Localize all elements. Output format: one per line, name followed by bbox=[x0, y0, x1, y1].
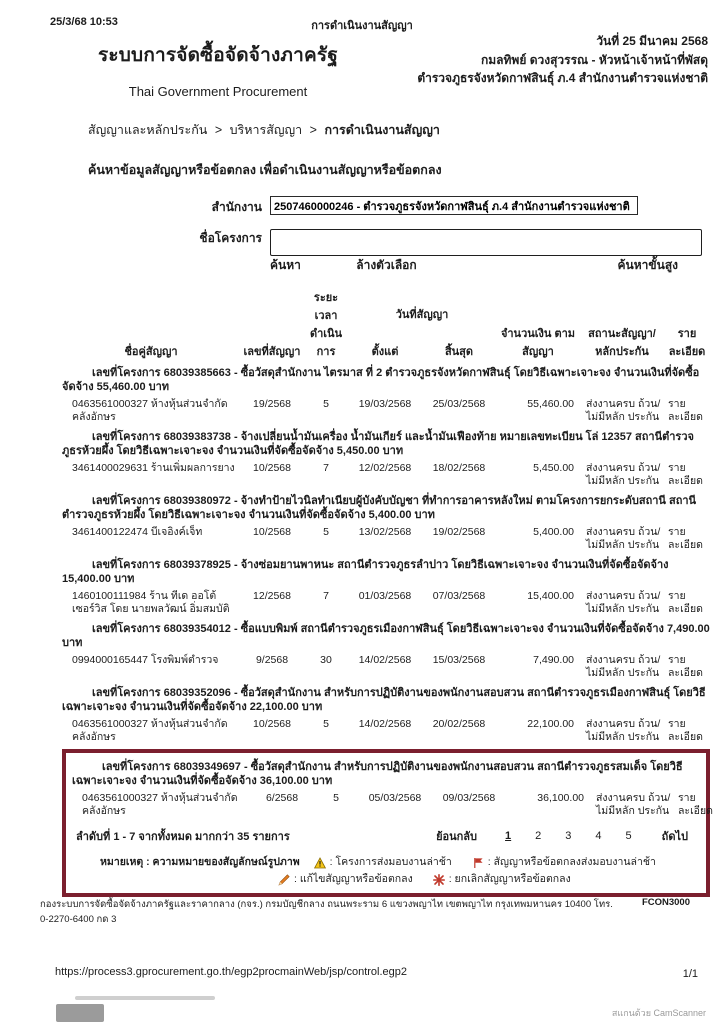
project-header: เลขที่โครงการ 68039352096 - ซื้อวัสดุสำนักงาน สำหรับการปฏิบัติงานของพนักงานสอบสวน สถานีตำรวจภูธรเมืองกาฬสินธุ์ โดยวิธีเฉพาะเจาะจง จำนวนเงินที่จัดซื้อจัดจ้าง 22,100.00 บาท bbox=[62, 687, 706, 713]
status-cell: ส่งงานครบ ถ้วน/ไม่มีหลัก ประกัน bbox=[586, 718, 661, 743]
project-header: เลขที่โครงการ 68039385663 - ซื้อวัสดุสำนักงาน ไตรมาส ที่ 2 ตำรวจภูธรจังหวัดกาฬสินธุ์ โดยวิธีเฉพาะเจาะจง จำนวนเงินที่จัดซื้อจัดจ้าง 55,460.00 บาท bbox=[62, 367, 700, 393]
pagination bbox=[72, 827, 698, 845]
project-header: เลขที่โครงการ 68039378925 - จ้างซ่อมยานพาหนะ สถานีตำรวจภูธรลำปาว โดยวิธีเฉพาะเจาะจง จำนวนเงินที่จัดซื้อจัดจ้าง 15,400.00 บาท bbox=[62, 559, 669, 585]
duration-cell: 5 bbox=[323, 526, 329, 538]
table-row bbox=[72, 791, 713, 819]
project-header: เลขที่โครงการ 68039383738 - จ้างเปลี่ยนน้ำมันเครื่อง น้ำมันเกียร์ และน้ำมันเฟืองท้าย หมายเลขทะเบียน โล่ 12357 สถานีตำรวจภูธรห้วยผึ้ง โดยวิธีเฉพาะเจาะจง จำนวนเงินที่จัดซื้อจัดจ้าง 5,450.00 บาท bbox=[62, 431, 694, 457]
table-row bbox=[62, 461, 710, 489]
contract-no-cell: 19/2568 bbox=[253, 398, 291, 410]
red-flag-icon bbox=[472, 857, 484, 869]
start-date-cell: 01/03/2568 bbox=[358, 590, 412, 602]
vendor-cell: 0463561000327 ห้างหุ้นส่วนจำกัด คลังอักษร bbox=[72, 398, 228, 423]
legend-label: : โครงการส่งมอบงานล่าช้า bbox=[329, 856, 452, 868]
page-link-3[interactable]: 3 bbox=[565, 830, 572, 842]
organization-name: ตำรวจภูธรจังหวัดกาฬสินธุ์ ภ.4 สำนักงานตำรวจแห่งชาติ bbox=[417, 71, 708, 86]
contract-no-cell: 10/2568 bbox=[253, 462, 291, 474]
status-cell: ส่งงานครบ ถ้วน/ไม่มีหลัก ประกัน bbox=[586, 654, 661, 679]
print-datetime: 25/3/68 10:53 bbox=[50, 16, 118, 28]
document-date: วันที่ 25 มีนาคม 2568 bbox=[596, 34, 708, 48]
breadcrumb-manage-contract[interactable]: บริหารสัญญา bbox=[229, 123, 303, 137]
search-button[interactable]: ค้นหา bbox=[270, 256, 301, 275]
legend-prefix: หมายเหตุ : ความหมายของสัญลักษณ์รูปภาพ bbox=[100, 856, 300, 868]
detail-link[interactable]: ราย ละเอียด bbox=[668, 590, 703, 615]
start-date-cell: 14/02/2568 bbox=[358, 654, 412, 666]
project-header: เลขที่โครงการ 68039349697 - ซื้อวัสดุสำนักงาน สำหรับการปฏิบัติงานของพนักงานสอบสวน สถานีตำรวจภูธรสมเด็จ โดยวิธีเฉพาะเจาะจง จำนวนเงินที่จัดซื้อจัดจ้าง 36,100.00 บาท bbox=[72, 761, 683, 787]
col-vendor: ชื่อคู่สัญญา bbox=[124, 346, 178, 358]
breadcrumb-contracts[interactable]: สัญญาและหลักประกัน bbox=[88, 123, 208, 137]
pagination-summary: ลำดับที่ 1 - 7 จากทั้งหมด มากกว่า 35 รายการ bbox=[76, 831, 290, 843]
duration-cell: 5 bbox=[323, 398, 329, 410]
results-table bbox=[62, 288, 713, 897]
table-row bbox=[62, 397, 710, 425]
duration-cell: 7 bbox=[323, 462, 329, 474]
start-date-cell: 13/02/2568 bbox=[358, 526, 412, 538]
start-date-cell: 19/03/2568 bbox=[358, 398, 412, 410]
footer-address: กองระบบการจัดซื้อจัดจ้างภาครัฐและราคากลาง (กจร.) กรมบัญชีกลาง ถนนพระราม 6 แขวงพญาไท เขตพญาไท กรุงเทพมหานคร 10400 โทร. 0-2270-6400 กด 3 bbox=[40, 899, 613, 925]
result-group bbox=[62, 366, 710, 425]
status-cell: ส่งงานครบ ถ้วน/ไม่มีหลัก ประกัน bbox=[586, 526, 661, 551]
page-link-1[interactable]: 1 bbox=[505, 830, 512, 842]
end-date-cell: 15/03/2568 bbox=[432, 654, 486, 666]
col-contract-date: วันที่สัญญา bbox=[395, 309, 449, 321]
cancel-burst-icon bbox=[433, 874, 445, 886]
duration-cell: 7 bbox=[323, 590, 329, 602]
project-header: เลขที่โครงการ 68039380972 - จ้างทำป้ายไวนิลทำเนียบผู้บังคับบัญชา ที่ทำการอาคารหลังใหม่ ตามโครงการยกระดับสถานี สถานีตำรวจภูธรห้วยผึ้ง โดยวิธีเฉพาะเจาะจง จำนวนเงินที่จัดซื้อจัดจ้าง 5,400.00 บาท bbox=[62, 495, 697, 521]
pencil-icon bbox=[278, 874, 290, 886]
page-number: 1/1 bbox=[682, 968, 698, 980]
camscanner-watermark: สแกนด้วย CamScanner bbox=[611, 1008, 706, 1018]
project-name-input[interactable] bbox=[270, 229, 702, 256]
status-cell: ส่งงานครบ ถ้วน/ไม่มีหลัก ประกัน bbox=[586, 462, 661, 487]
start-date-cell: 05/03/2568 bbox=[368, 792, 422, 804]
result-group bbox=[62, 430, 710, 489]
col-date-to: สิ้นสุด bbox=[444, 346, 474, 358]
document-header-right bbox=[417, 32, 708, 88]
form-code: FCON3000 bbox=[641, 897, 690, 908]
detail-link[interactable]: ราย ละเอียด bbox=[668, 398, 703, 423]
warning-triangle-icon bbox=[314, 857, 326, 869]
result-group bbox=[72, 760, 713, 819]
duration-cell: 30 bbox=[320, 654, 332, 666]
advanced-search-button[interactable]: ค้นหาขั้นสูง bbox=[618, 256, 678, 275]
contract-no-cell: 10/2568 bbox=[253, 718, 291, 730]
amount-cell: 55,460.00 bbox=[527, 398, 574, 410]
system-subtitle: Thai Government Procurement bbox=[128, 84, 308, 99]
contract-no-cell: 10/2568 bbox=[253, 526, 291, 538]
col-status: สถานะสัญญา/ หลักประกัน bbox=[588, 328, 656, 358]
breadcrumb-separator: > bbox=[309, 123, 317, 137]
table-row bbox=[62, 653, 710, 681]
officer-name: กมลทิพย์ ดวงสุวรรณ - หัวหน้าเจ้าหน้าที่พัสดุ bbox=[480, 52, 708, 67]
scan-artifact bbox=[56, 1004, 104, 1022]
amount-cell: 36,100.00 bbox=[537, 792, 584, 804]
result-group bbox=[62, 494, 710, 553]
page-link-2[interactable]: 2 bbox=[535, 830, 542, 842]
office-input[interactable] bbox=[270, 196, 638, 215]
project-name-label: ชื่อโครงการ bbox=[199, 231, 262, 245]
col-date-from: ตั้งแต่ bbox=[371, 346, 399, 358]
end-date-cell: 19/02/2568 bbox=[432, 526, 486, 538]
contract-no-cell: 12/2568 bbox=[253, 590, 291, 602]
egp-logo bbox=[88, 40, 348, 99]
contract-no-cell: 9/2568 bbox=[255, 654, 289, 666]
vendor-cell: 0994000165447 โรงพิมพ์ตำรวจ bbox=[72, 654, 219, 666]
legend bbox=[72, 855, 698, 887]
amount-cell: 5,450.00 bbox=[533, 462, 574, 474]
amount-cell: 5,400.00 bbox=[533, 526, 574, 538]
scan-artifact bbox=[75, 996, 215, 1000]
amount-cell: 22,100.00 bbox=[527, 718, 574, 730]
col-amount: จำนวนเงิน ตามสัญญา bbox=[500, 328, 576, 358]
page-link-5[interactable]: 5 bbox=[625, 830, 632, 842]
duration-cell: 5 bbox=[323, 718, 329, 730]
status-cell: ส่งงานครบ ถ้วน/ไม่มีหลัก ประกัน bbox=[586, 398, 661, 423]
prev-page-button[interactable]: ย้อนกลับ bbox=[436, 831, 478, 843]
detail-link[interactable]: ราย ละเอียด bbox=[668, 526, 703, 551]
end-date-cell: 18/02/2568 bbox=[432, 462, 486, 474]
office-label: สำนักงาน bbox=[211, 200, 262, 214]
start-date-cell: 12/02/2568 bbox=[358, 462, 412, 474]
results-table-header bbox=[62, 288, 710, 360]
footer bbox=[40, 897, 690, 927]
end-date-cell: 25/03/2568 bbox=[432, 398, 486, 410]
result-group bbox=[62, 558, 710, 617]
result-group bbox=[62, 622, 710, 681]
legend-label: : สัญญาหรือข้อตกลงส่งมอบงานล่าช้า bbox=[487, 856, 656, 868]
breadcrumb-current: การดำเนินงานสัญญา bbox=[324, 123, 440, 137]
page-url: https://process3.gprocurement.go.th/egp2procmainWeb/jsp/control.egp2 bbox=[55, 966, 407, 978]
page-link-4[interactable]: 4 bbox=[595, 830, 602, 842]
col-detail: ราย ละเอียด bbox=[668, 328, 706, 358]
amount-cell: 15,400.00 bbox=[527, 590, 574, 602]
end-date-cell: 20/02/2568 bbox=[432, 718, 486, 730]
system-title: ระบบการจัดซื้อจัดจ้างภาครัฐ bbox=[97, 45, 339, 66]
vendor-cell: 3461400122474 บีเจอิงค์เจ็ท bbox=[72, 526, 203, 538]
table-row bbox=[62, 525, 710, 553]
status-cell: ส่งงานครบ ถ้วน/ไม่มีหลัก ประกัน bbox=[596, 792, 671, 817]
breadcrumb bbox=[88, 120, 444, 140]
table-row bbox=[62, 717, 710, 745]
table-row bbox=[62, 589, 710, 617]
search-heading: ค้นหาข้อมูลสัญญาหรือข้อตกลง เพื่อดำเนินงานสัญญาหรือข้อตกลง bbox=[88, 163, 442, 177]
end-date-cell: 09/03/2568 bbox=[442, 792, 496, 804]
project-header: เลขที่โครงการ 68039354012 - ซื้อแบบพิมพ์ สถานีตำรวจภูธรเมืองกาฬสินธุ์ โดยวิธีเฉพาะเจาะจง จำนวนเงินที่จัดซื้อจัดจ้าง 7,490.00 บาท bbox=[62, 623, 710, 649]
vendor-cell: 0463561000327 ห้างหุ้นส่วนจำกัด คลังอักษร bbox=[72, 718, 228, 743]
col-duration: ระยะเวลา ดำเนินการ bbox=[309, 292, 343, 358]
breadcrumb-separator: > bbox=[214, 123, 223, 137]
print-page-title: การดำเนินงานสัญญา bbox=[311, 20, 413, 32]
detail-link[interactable]: ราย ละเอียด bbox=[668, 718, 703, 743]
detail-link[interactable]: ราย ละเอียด bbox=[668, 462, 703, 487]
vendor-cell: 0463561000327 ห้างหุ้นส่วนจำกัด คลังอักษร bbox=[82, 792, 238, 817]
col-contract-no: เลขที่สัญญา bbox=[243, 346, 301, 358]
end-date-cell: 07/03/2568 bbox=[432, 590, 486, 602]
status-cell: ส่งงานครบ ถ้วน/ไม่มีหลัก ประกัน bbox=[586, 590, 661, 615]
contract-no-cell: 6/2568 bbox=[265, 792, 299, 804]
detail-link[interactable]: ราย ละเอียด bbox=[678, 792, 713, 817]
start-date-cell: 14/02/2568 bbox=[358, 718, 412, 730]
result-group bbox=[62, 686, 710, 745]
amount-cell: 7,490.00 bbox=[533, 654, 574, 666]
legend-label: : ยกเลิกสัญญาหรือข้อตกลง bbox=[448, 873, 571, 885]
highlight-annotation-box bbox=[62, 749, 713, 897]
next-page-button[interactable]: ถัดไป bbox=[661, 831, 688, 843]
duration-cell: 5 bbox=[333, 792, 339, 804]
vendor-cell: 1460100111984 ร้าน ทีเด ออโต้ เซอร์วิส โดย นายพลวัฒน์ อิ่มสมบัติ bbox=[72, 590, 230, 615]
detail-link[interactable]: ราย ละเอียด bbox=[668, 654, 703, 679]
clear-button[interactable]: ล้างตัวเลือก bbox=[356, 256, 416, 275]
legend-label: : แก้ไขสัญญาหรือข้อตกลง bbox=[294, 873, 413, 885]
vendor-cell: 3461400029631 ร้านเพิ่มผลการยาง bbox=[72, 462, 235, 474]
